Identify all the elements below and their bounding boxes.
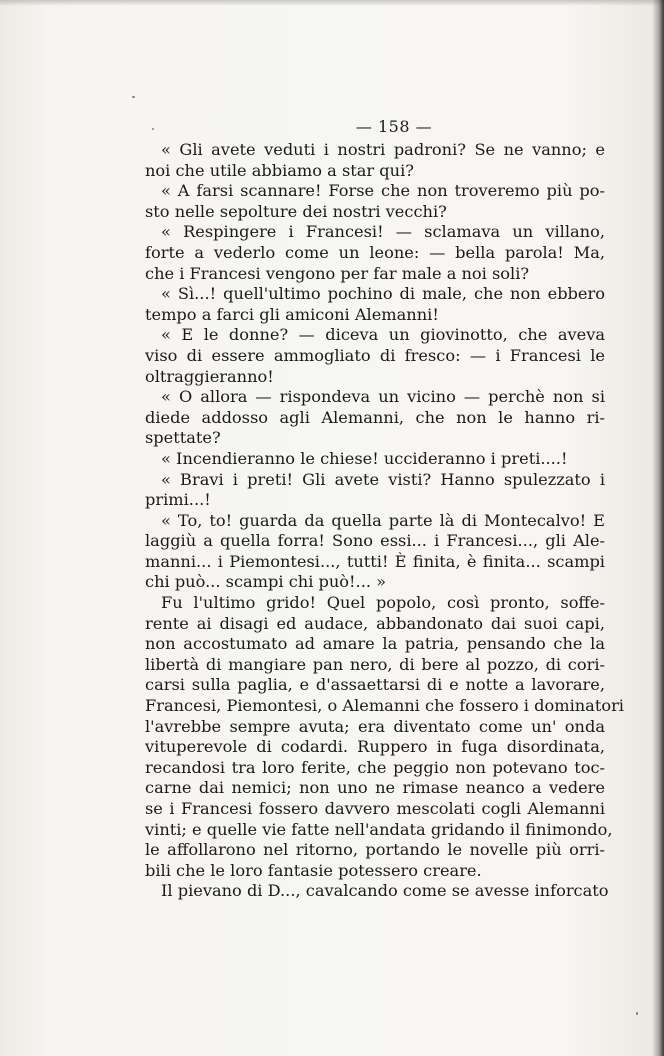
text-line: diede addosso agli Alemanni, che non le hanno ri- [145,407,605,427]
text-line: laggiù a quella forra! Sono essi... i Francesi..., gli Ale- [145,531,605,551]
text-line: viso di essere ammogliato di fresco: — i Francesi le [145,345,605,365]
page-binding-shadow [652,0,664,1056]
text-line: Francesi, Piemontesi, o Alemanni che fossero i dominatori [145,696,624,716]
text-line: Fu l'ultimo grido! Quel popolo, così pronto, soffe- [161,593,605,613]
text-line: chi può... scampi chi può!... » [145,572,387,592]
text-line: primi...! [145,490,211,510]
text-line: non accostumato ad amare la patria, pensando che la [145,634,605,654]
text-line: « Gli avete veduti i nostri padroni? Se ne vanno; e [161,140,605,159]
text-line: oltraggieranno! [145,366,274,386]
text-line: libertà di mangiare pan nero, di bere al pozzo, di cori- [145,654,605,674]
ink-speck [636,1012,638,1015]
text-line: vinti; e quelle vie fatte nell'andata gridando il finimondo, [145,819,613,839]
text-line: tempo a farci gli amiconi Alemanni! [145,304,439,324]
text-line: l'avrebbe sempre avuta; era diventato come un' onda [145,716,605,736]
text-line: « Incendieranno le chiese! uccideranno i preti....! [161,448,568,468]
text-line: « O allora — rispondeva un vicino — perchè non si [161,387,605,407]
text-line: « Sì...! quell'ultimo pochino di male, che non ebbero [161,284,605,304]
text-line: se i Francesi fossero davvero mescolati cogli Alemanni [145,799,605,818]
text-line: « To, to! guarda da quella parte là di Montecalvo! E [161,510,605,530]
body-text [145,140,624,902]
text-line: noi che utile abbiamo a star qui? [145,160,414,180]
text-line: carne dai nemici; non uno ne rimase neanco a vedere [145,778,605,798]
text-line: rente ai disagi ed audace, abbandonato dai suoi capi, [145,613,605,633]
page-text [145,114,624,902]
text-line: forte a vederlo come un leone: — bella parola! Ma, [145,242,605,262]
text-line: carsi sulla paglia, e d'assaettarsi di e notte a lavorare, [145,675,605,695]
text-line: recandosi tra loro ferite, che peggio non potevano toc- [145,757,605,777]
text-line: « E le donne? — diceva un giovinotto, che aveva [161,325,605,345]
text-line: « A farsi scannare! Forse che non troveremo più po- [161,181,605,201]
ink-speck [132,96,135,98]
text-line: bili che le loro fantasie potessero creare. [145,860,482,880]
page-top-shadow [0,0,664,6]
text-line: « Respingere i Francesi! — sclamava un villano, [161,222,605,242]
text-line: vituperevole di codardi. Ruppero in fuga disordinata, [145,737,605,757]
text-line: manni... i Piemontesi..., tutti! È finita, è finita... scampi [145,551,605,571]
text-line: che i Francesi vengono per far male a noi soli? [145,263,530,283]
text-line: Il pievano di D..., cavalcando come se avesse inforcato [161,881,609,901]
text-line: « Bravi i preti! Gli avete visti? Hanno spulezzato i [161,469,605,489]
page-number-header: — 158 — [355,117,433,136]
text-line: le affollarono nel ritorno, portando le novelle più orri- [145,840,605,860]
text-line: sto nelle sepolture dei nostri vecchi? [145,201,447,221]
text-line: spettate? [145,428,221,448]
